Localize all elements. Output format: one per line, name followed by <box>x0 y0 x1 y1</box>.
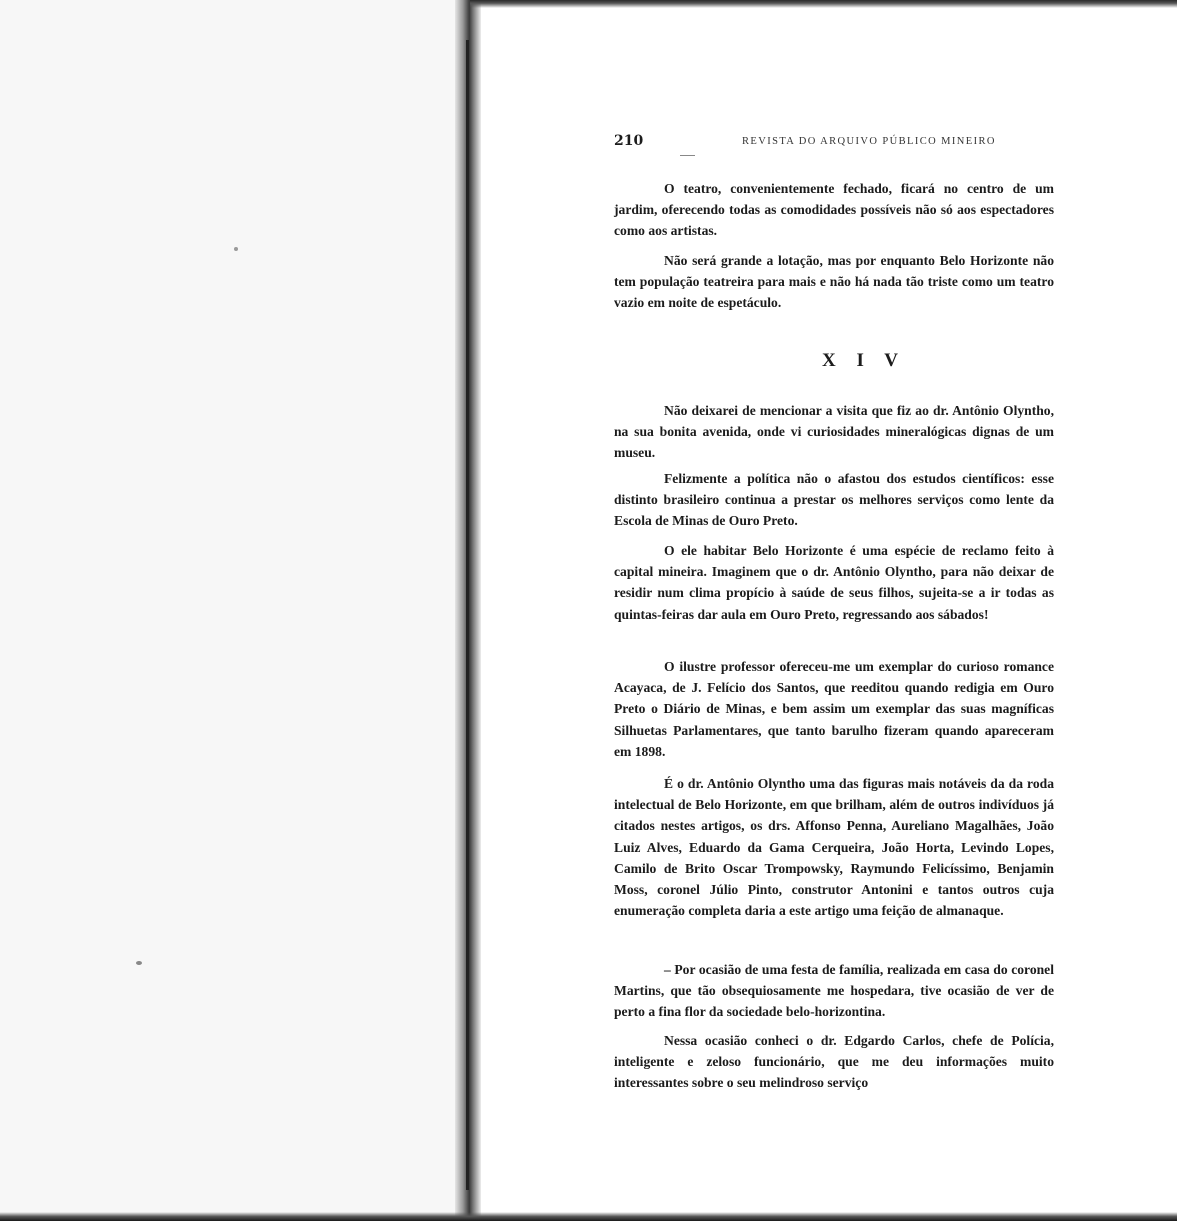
page-header <box>614 133 1054 153</box>
paragraph: O ele habitar Belo Horizonte é uma espécie de reclamo feito à capital mineira. Imaginem que o dr. Antônio Olyntho, para não deixar de residir num clima propício à saúde de seus filhos, sujeita-se a ir todas as quintas-feiras dar aula em Ouro Preto, regressando aos sábados! <box>614 543 1054 622</box>
top-page-edge <box>470 0 1177 8</box>
paragraph: Não será grande a lotação, mas por enquanto Belo Horizonte não tem população teatreira para mais e não há nada tão triste como um teatro vazio em noite de espetáculo. <box>614 253 1054 311</box>
header-rule <box>680 155 695 156</box>
paragraph: Não deixarei de mencionar a visita que fiz ao dr. Antônio Olyntho, na sua bonita avenida, onde vi curiosidades mineralógicas dignas de um museu. <box>614 403 1054 461</box>
left-blank-page <box>0 0 455 1221</box>
paragraph: Nessa ocasião conheci o dr. Edgardo Carlos, chefe de Polícia, inteligente e zeloso funcionário, que me deu informações muito interessantes sobre o seu melindroso serviço <box>614 1033 1054 1091</box>
running-head: REVISTA DO ARQUIVO PÚBLICO MINEIRO <box>742 136 996 147</box>
paper-speck <box>136 961 142 965</box>
paper-speck <box>234 247 238 251</box>
paragraph: Felizmente a política não o afastou dos estudos científicos: esse distinto brasileiro continua a prestar os melhores serviços como lente da Escola de Minas de Ouro Preto. <box>614 471 1054 529</box>
paragraph: É o dr. Antônio Olyntho uma das figuras mais notáveis da da roda intelectual de Belo Horizonte, em que brilham, além de outros indivíduos já citados nestes artigos, os drs. Affonso Penna, Aureliano Magalhães, João Luiz Alves, Eduardo da Gama Cerqueira, João Horta, Levindo Lopes, Camilo de Brito Oscar Trompowsky, Raymundo Felicíssimo, Benjamin Moss, coronel Júlio Pinto, construtor Antonini e tantos outros cuja enumeração completa daria a este artigo uma feição de almanaque. <box>614 776 1054 919</box>
chapter-title: X I V <box>822 350 906 371</box>
paragraph: O ilustre professor ofereceu-me um exemplar do curioso romance Acayaca, de J. Felício dos Santos, que reeditou quando redigia em Ouro Preto o Diário de Minas, e bem assim um exemplar das suas magníficas Silhuetas Parlamentares, que tanto barulho fizeram quando apareceram em 1898. <box>614 659 1054 759</box>
gutter-shadow <box>466 40 469 1190</box>
bottom-page-edge <box>0 1212 1177 1221</box>
paragraph: O teatro, convenientemente fechado, ficará no centro de um jardim, oferecendo todas as comodidades possíveis não só aos espectadores como aos artistas. <box>614 181 1054 239</box>
paragraph: – Por ocasião de uma festa de família, realizada em casa do coronel Martins, que tão obsequiosamente me hospedara, tive ocasião de ver de perto a fina flor da sociedade belo-horizontina. <box>614 962 1054 1020</box>
page-number: 210 <box>614 133 644 149</box>
